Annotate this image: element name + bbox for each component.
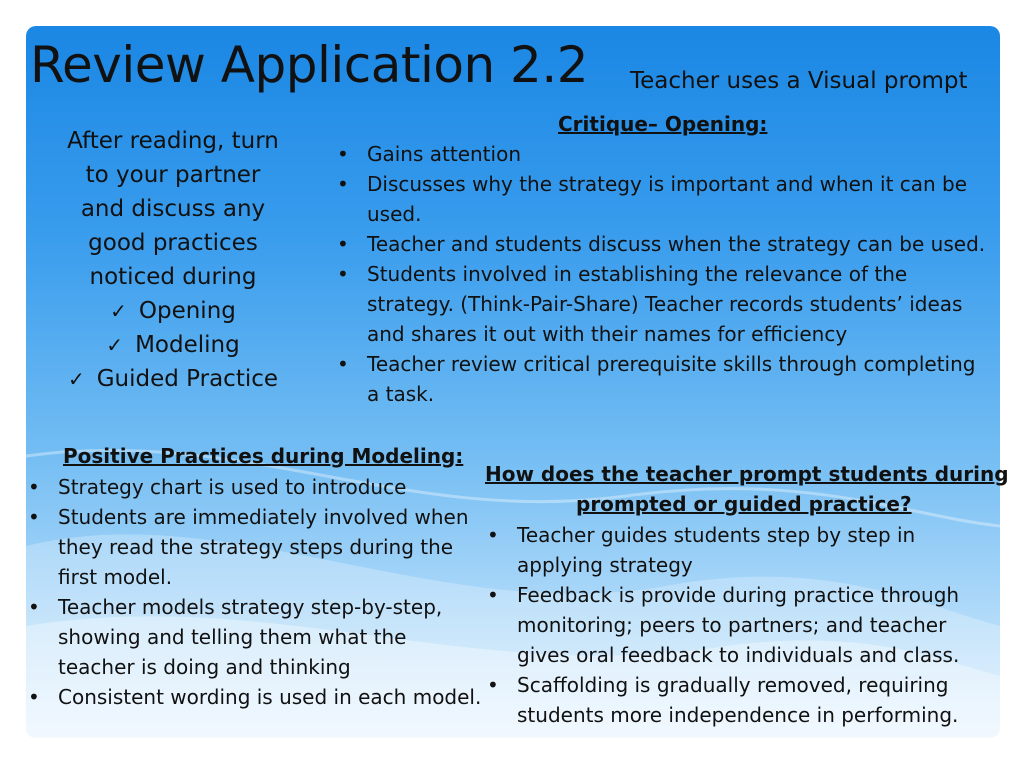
bullet-icon: • [28, 595, 40, 619]
checkmark-icon: ✓ [67, 367, 85, 391]
bullet-icon: • [487, 583, 499, 607]
list-item [333, 259, 993, 349]
bullet-icon: • [337, 262, 349, 286]
list-item-text: Consistent wording is used in each model. [58, 685, 482, 709]
list-item-text: Strategy chart is used to introduce [58, 475, 407, 499]
bullet-icon: • [28, 505, 40, 529]
list-item-text: Students are immediately involved when they read the strategy steps during the first model. [58, 505, 469, 589]
list-item-text: Scaffolding is gradually removed, requiring students more independence in performing. [517, 673, 959, 727]
checklist-item [48, 294, 298, 328]
opening-heading: Critique– Opening: [558, 112, 768, 136]
checkmark-icon: ✓ [106, 333, 124, 357]
checklist-label: Guided Practice [96, 366, 279, 392]
checklist-item [48, 328, 298, 362]
list-item [24, 502, 486, 592]
list-item [483, 520, 993, 580]
guided-heading-line1: How does the teacher prompt students during [485, 462, 1009, 486]
slide-subtitle: Teacher uses a Visual prompt [630, 68, 968, 94]
opening-list [333, 139, 993, 409]
bullet-icon: • [337, 232, 349, 256]
list-item [24, 592, 486, 682]
list-item-text: Teacher review critical prerequisite skills through completing a task. [367, 352, 976, 406]
list-item-text: Teacher and students discuss when the strategy can be used. [367, 232, 986, 256]
checklist-label: Opening [138, 298, 236, 324]
modeling-list [24, 472, 486, 712]
bullet-icon: • [487, 673, 499, 697]
list-item [333, 349, 993, 409]
list-item-text: Students involved in establishing the relevance of the strategy. (Think-Pair-Share) Teacher records students’ ideas and shares it out with their names for efficiency [367, 262, 963, 346]
list-item [333, 229, 993, 259]
checklist-label: Modeling [135, 332, 240, 358]
list-item-text: Discusses why the strategy is important and when it can be used. [367, 172, 968, 226]
list-item [333, 139, 993, 169]
list-item [24, 472, 486, 502]
list-item [333, 169, 993, 229]
list-item [483, 580, 993, 670]
slide-title: Review Application 2.2 [30, 36, 589, 94]
bullet-icon: • [487, 523, 499, 547]
bullet-icon: • [28, 685, 40, 709]
list-item-text: Teacher guides students step by step in applying strategy [517, 523, 916, 577]
bullet-icon: • [337, 352, 349, 376]
list-item [24, 682, 486, 712]
list-item-text: Teacher models strategy step-by-step, showing and telling them what the teacher is doing and thinking [58, 595, 443, 679]
prompt-line: good practices [88, 230, 258, 256]
modeling-heading: Positive Practices during Modeling: [63, 444, 464, 468]
partner-prompt [48, 124, 298, 396]
list-item-text: Feedback is provide during practice through monitoring; peers to partners; and teacher gives oral feedback to individuals and class. [517, 583, 960, 667]
checkmark-icon: ✓ [110, 299, 127, 323]
checklist-item [48, 362, 298, 396]
practice-checklist [48, 294, 298, 396]
bullet-icon: • [337, 142, 349, 166]
guided-list [483, 520, 993, 730]
list-item [483, 670, 993, 730]
prompt-line: noticed during [89, 264, 257, 290]
guided-heading-line2: prompted or guided practice? [576, 492, 912, 516]
bullet-icon: • [337, 172, 349, 196]
prompt-line: and discuss any [80, 196, 266, 222]
prompt-line: to your partner [85, 162, 261, 188]
bullet-icon: • [28, 475, 40, 499]
prompt-line: After reading, turn [67, 128, 279, 154]
list-item-text: Gains attention [367, 142, 521, 166]
